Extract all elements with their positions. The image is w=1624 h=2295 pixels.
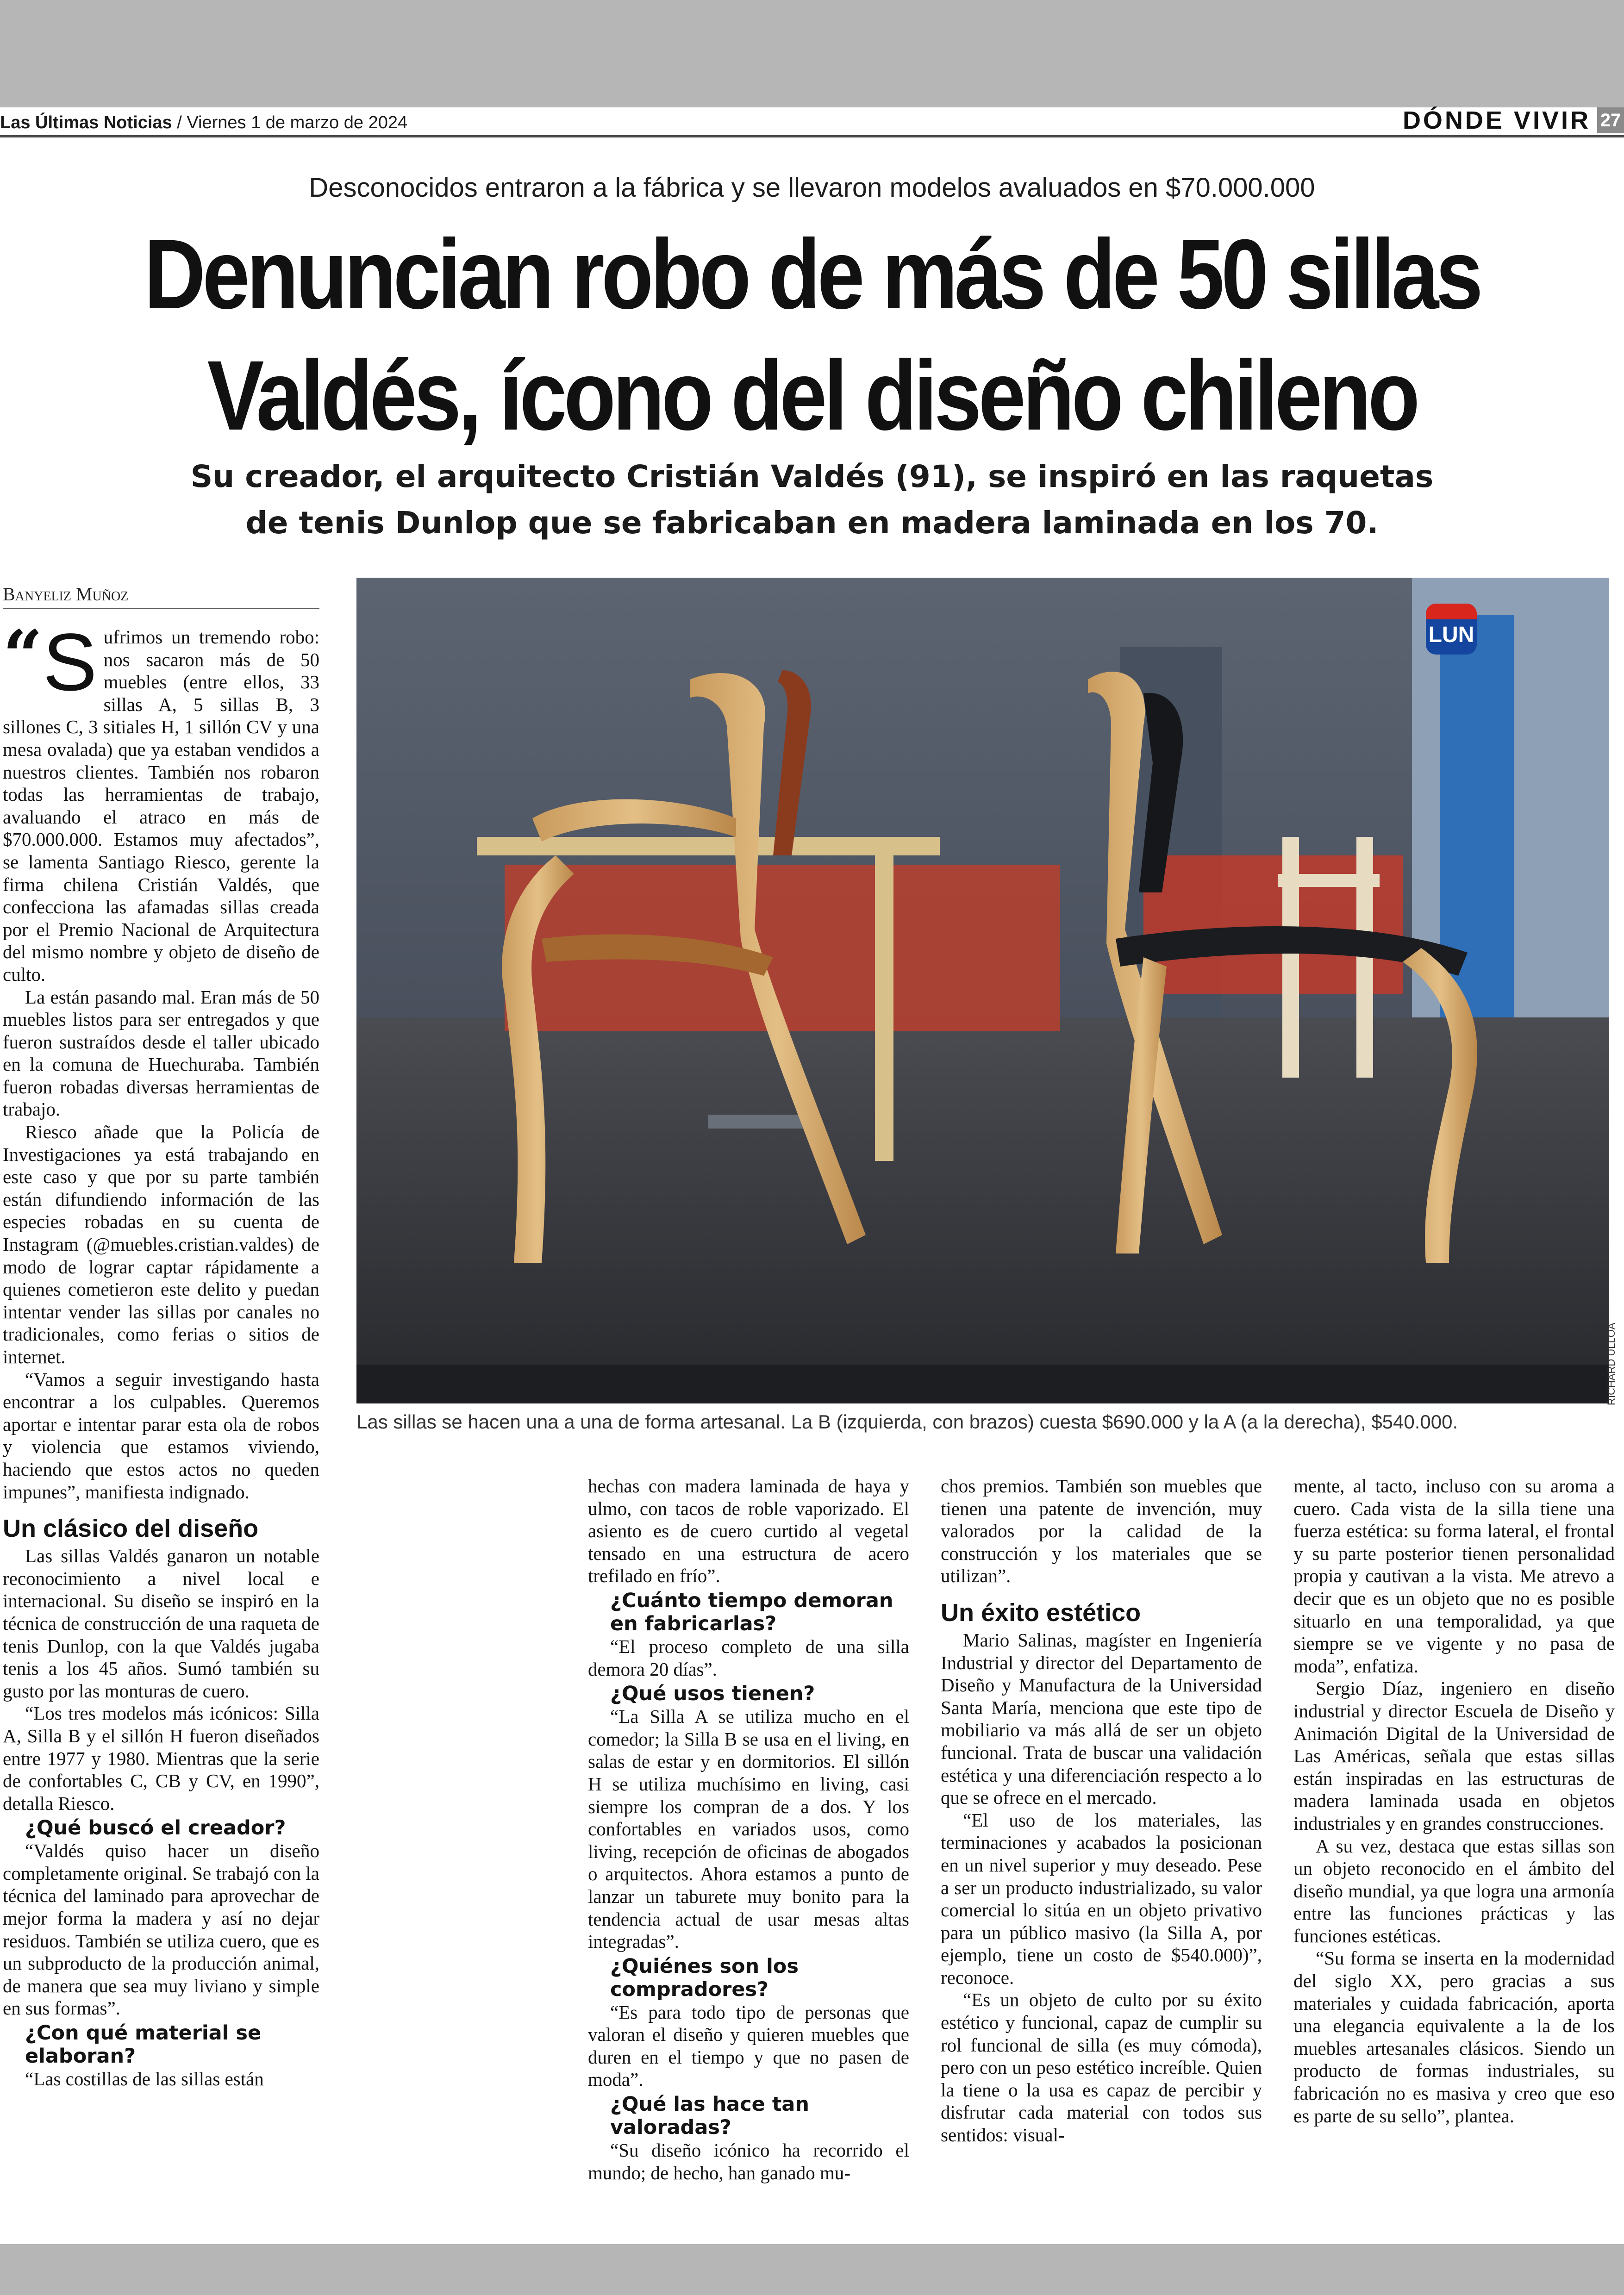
subheading-exito: Un éxito estético (941, 1598, 1141, 1627)
body-paragraph: Sergio Díaz, ingeniero en diseño industrial y director Escuela de Diseño y Animación Digital de la Universidad de Las Américas, señala que estas sillas están inspiradas en las estructuras de madera laminada usada en objetos industriales y en grandes construcciones. (1293, 1678, 1615, 1834)
body-paragraph: “El uso de los materiales, las terminaciones y acabados la posicionan en un nivel superior y muy deseado. Pese a ser un producto industrializado, su valor comercial lo sitúa en un objeto privativo para un público masivo (la Silla A, por ejemplo, tiene un costo de $540.000)”, reconoce. (941, 1809, 1262, 1988)
lead-paragraph-text: ufrimos un tremendo robo: nos sacaron más de 50 muebles (entre ellos, 33 sillas A, 5 sillas B, 3 sillones C, 3 sitiales H, 1 sillón CV y una mesa ovalada) que ya estaban vendidos a nuestros clientes. También nos robaron todas las herramientas de trabajo, avaluando el atraco en más de $70.000.000. Estamos muy afectados”, se lamenta Santiago Riesco, gerente la firma chilena Cristián Valdés, que confecciona las afamadas sillas creada por el Premio Nacional de Arquitectura del mismo nombre y objeto de diseño de culto. (3, 626, 319, 985)
body-column-3 (941, 1475, 1262, 2146)
body-paragraph: “La Silla A se utiliza mucho en el comedor; la Silla B se usa en el living, en salas de estar y en dormitorios. El sillón H se utiliza muchísimo en living, casi siempre los compran de a dos. Y los confortables en variados usos, como living, recepción de oficinas de abogados o arquitectos. Ahora estamos a punto de lanzar un taburete muy bonito para la tendencia actual de usar mesas altas integradas”. (588, 1706, 909, 1952)
body-column-4 (1293, 1475, 1615, 2127)
photo-credit: RICHARD ULLOA (1605, 1322, 1617, 1405)
drop-cap-letter: S (43, 617, 97, 708)
body-paragraph: La están pasando mal. Eran más de 50 muebles listos para ser entregados y que fueron sustraídos desde el taller ubicado en la comuna de Huechuraba. También fueron robadas diversas herramientas de trabajo. (3, 986, 319, 1120)
article-kicker: Desconocidos entraron a la fábrica y se llevaron modelos avaluados en $70.000.000 (309, 173, 1315, 203)
question-usos: ¿Qué usos tienen? (610, 1682, 815, 1706)
headline-line-1: Denuncian robo de más de 50 sillas (144, 219, 1480, 330)
body-paragraph: “Su forma se inserta en la modernidad del siglo XX, pero gracias a sus materiales y cuidada fabricación, aporta una elegancia equivalente a la de los muebles artesanales clásicos. Siendo un producto de formas industriales, su fabricación no es masiva y creo que eso es parte de su sello”, plantea. (1293, 1947, 1615, 2127)
subheading-clasico: Un clásico del diseño (3, 1515, 259, 1543)
drop-cap (3, 615, 97, 708)
question-tiempo: ¿Cuánto tiempo demoran en fabricarlas? (610, 1589, 893, 1635)
body-paragraph: chos premios. También son muebles que tienen una patente de invención, muy valorados por la calidad de la construcción y los materiales que se utilizan”. (941, 1475, 1262, 1587)
masthead-separator: / (172, 113, 187, 132)
body-paragraph: mente, al tacto, incluso con su aroma a cuero. Cada vista de la silla tiene una fuerza estética: su forma lateral, el frontal y su parte posterior tienen personalidad propia y cautivan a la vista. Me atrevo a decir que es un objeto que no es posible situarlo en una temporalidad, ya que siempre se ve vigente y no pasa de moda”, enfatiza. (1293, 1475, 1615, 1677)
body-paragraph: hechas con madera laminada de haya y ulmo, con tacos de roble vaporizado. El asiento es de cuero curtido al vegetal tensado en una estructura de acero trefilado en frío”. (588, 1475, 909, 1587)
page-number: 27 (1597, 107, 1624, 133)
article-headline (114, 214, 1511, 456)
masthead (0, 107, 1624, 138)
issue-date: Viernes 1 de marzo de 2024 (187, 113, 408, 132)
bottom-gray-band (0, 2244, 1624, 2295)
body-paragraph: “Es un objeto de culto por su éxito estético y funcional, capaz de cumplir su rol funcional de silla (es muy cómoda), pero con un peso estético increíble. Quien la tiene o la usa es capaz de percibir y disfrutar cada material con todos sus sentidos: visual- (941, 1989, 1262, 2146)
body-paragraph: “Valdés quiso hacer un diseño completamente original. Se trabajó con la técnica del laminado para aprovechar de mejor forma la madera y así no dejar residuos. También se utiliza cuero, que es un subproducto de la producción animal, de manera que sea muy liviano y simple en sus formas”. (3, 1840, 319, 2019)
body-paragraph: “Los tres modelos más icónicos: Silla A, Silla B y el sillón H fueron diseñados entre 1977 y 1980. Mientras que la serie de confortables C, CB y CV, en 1990”, detalla Riesco. (3, 1703, 319, 1814)
body-paragraph: “Su diseño icónico ha recorrido el mundo; de hecho, han ganado mu- (588, 2139, 909, 2183)
body-paragraph: Riesco añade que la Policía de Investigaciones ya está trabajando en este caso y que por su parte también están difundiendo información de las especies robadas en su cuenta de Instagram (@muebles.cristian.valdes) de modo de lograr captar rápidamente a quienes cometieron este delito y puedan intentar vender las sillas por canales no tradicionales, como ferias o sitios de internet. (3, 1121, 319, 1367)
lun-logo-icon (1426, 604, 1477, 655)
section-name: DÓNDE VIVIR (1402, 106, 1591, 134)
publication-name: Las Últimas Noticias (0, 113, 172, 132)
question-creador: ¿Qué buscó el creador? (25, 1816, 286, 1840)
lun-logo-text: LUN (1428, 623, 1474, 647)
body-paragraph: Mario Salinas, magíster en Ingeniería Industrial y director del Departamento de Diseño y Manufactura de la Universidad Santa María, menciona que este tipo de mobiliario va más allá de ser un objeto funcional. Trata de buscar una validación estética y una diferenciación respecto a lo que se ofrece en el mercado. (941, 1629, 1262, 1809)
body-paragraph: “Es para todo tipo de personas que valoran el diseño y quieren muebles que duren en el tiempo y que no pasen de moda”. (588, 2001, 909, 2090)
body-column-2 (588, 1475, 909, 2184)
question-material: ¿Con qué material se elaboran? (25, 2021, 262, 2068)
drop-cap-quotes: “ (3, 615, 35, 697)
body-paragraph: Las sillas Valdés ganaron un notable reconocimiento a nivel local e internacional. Su diseño se inspiró en la técnica de construcción de una raqueta de tenis Dunlop, con la que Valdés jugaba tenis a los 45 años. Sumó también su gusto por las monturas de cuero. (3, 1545, 319, 1702)
body-paragraph: A su vez, destaca que estas sillas son un objeto reconocido en el ámbito del diseño mundial, ya que logra una armonía entre las funciones prácticas y las funciones estéticas. (1293, 1835, 1615, 1946)
byline: Banyeliz Muñoz (3, 583, 319, 609)
masthead-rule (0, 135, 1624, 137)
body-paragraph: “Vamos a seguir investigando hasta encontrar a los culpables. Queremos aportar e intentar parar esta ola de robos y violencia que estamos viviendo, haciendo que estos actos no queden impunes”, manifiesta indignado. (3, 1368, 319, 1503)
body-paragraph: “El proceso completo de una silla demora 20 días”. (588, 1635, 909, 1680)
subhead-line-2: de tenis Dunlop que se fabricaban en madera laminada en los 70. (245, 505, 1379, 541)
lun-logo-red-cap (1426, 604, 1477, 619)
body-column-1 (3, 615, 319, 2090)
body-paragraph (3, 615, 319, 986)
headline-line-2: Valdés, ícono del diseño chileno (207, 340, 1417, 451)
question-valoradas: ¿Qué las hace tan valoradas? (610, 2093, 809, 2139)
masthead-publication-date (0, 113, 407, 133)
question-compradores: ¿Quiénes son los compradores? (610, 1954, 799, 2001)
article-subhead (0, 454, 1624, 546)
top-gray-band (0, 0, 1624, 107)
subhead-line-1: Su creador, el arquitecto Cristián Valdés (91), se inspiró en las raquetas (190, 459, 1434, 494)
section-label (1403, 107, 1624, 133)
body-paragraph: “Las costillas de las sillas están (25, 2068, 264, 2090)
chairs-photo (356, 578, 1609, 1403)
chairs-photo-illustration (356, 578, 1609, 1403)
photo-caption: Las sillas se hacen una a una de forma artesanal. La B (izquierda, con brazos) cuesta $690.000 y la A (a la derecha), $540.000. (356, 1411, 1458, 1433)
